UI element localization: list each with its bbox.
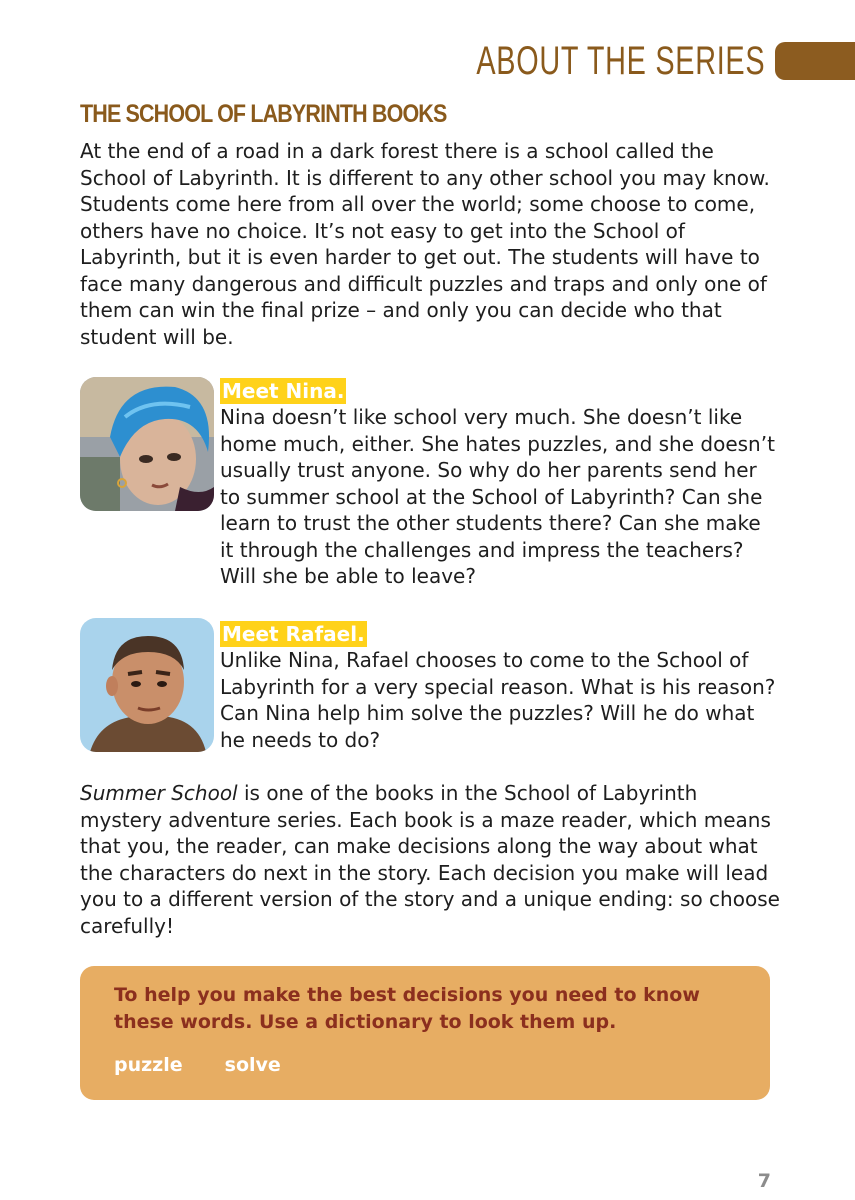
meet-rafael-label: Meet Rafael. <box>222 622 365 646</box>
page-number: 7 <box>757 1170 771 1192</box>
meet-nina-label: Meet Nina. <box>222 379 345 403</box>
intro-paragraph: At the end of a road in a dark forest there is a school called the School of Labyrinth. It is different to any other school you may know. Students come here from all over the world; some choose to come, others have no choice. It’s not easy to get into the School of Labyrinth, but it is even harder to get out. The students will have to face many dangerous and difficult puzzles and traps and only one of them can win the final prize – and only you can decide who that student will be. <box>80 139 770 349</box>
nina-description: Nina doesn’t like school very much. She doesn’t like home much, either. She hates puzzles, and she doesn’t usually trust anyone. So why do her parents send her to summer school at the School of Labyrinth? Can she learn to trust the other students there? Can she make it through the challenges and impress the teachers? Will she be able to leave? <box>220 405 775 588</box>
nina-portrait <box>80 377 214 511</box>
summary-text: is one of the books in the School of Labyrinth mystery adventure series. Each book is a maze reader, which means that you, the reader, can make decisions along the way about what the characters do next in the story. Each decision you make will lead you to a different version of the story and a unique ending: so choose carefully! <box>80 781 780 938</box>
summary-paragraph <box>80 780 780 939</box>
vocabulary-box <box>80 966 770 1100</box>
vocab-word-puzzle: puzzle <box>114 1054 183 1076</box>
book-title: Summer School <box>80 781 238 805</box>
vocabulary-words <box>114 1054 281 1076</box>
nina-block <box>220 378 780 590</box>
vocabulary-instruction: To help you make the best decisions you need to know these words. Use a dictionary to look them up. <box>114 984 700 1033</box>
series-tab-bar <box>775 42 855 80</box>
section-heading: THE SCHOOL OF LABYRINTH BOOKS <box>80 100 447 128</box>
series-header <box>364 36 855 86</box>
rafael-portrait <box>80 618 214 752</box>
rafael-block <box>220 621 780 753</box>
vocab-word-solve: solve <box>224 1054 281 1076</box>
rafael-description: Unlike Nina, Rafael chooses to come to the School of Labyrinth for a very special reason. What is his reason? Can Nina help him solve the puzzles? Will he do what he needs to do? <box>220 648 776 752</box>
series-title: ABOUT THE SERIES <box>476 38 765 83</box>
